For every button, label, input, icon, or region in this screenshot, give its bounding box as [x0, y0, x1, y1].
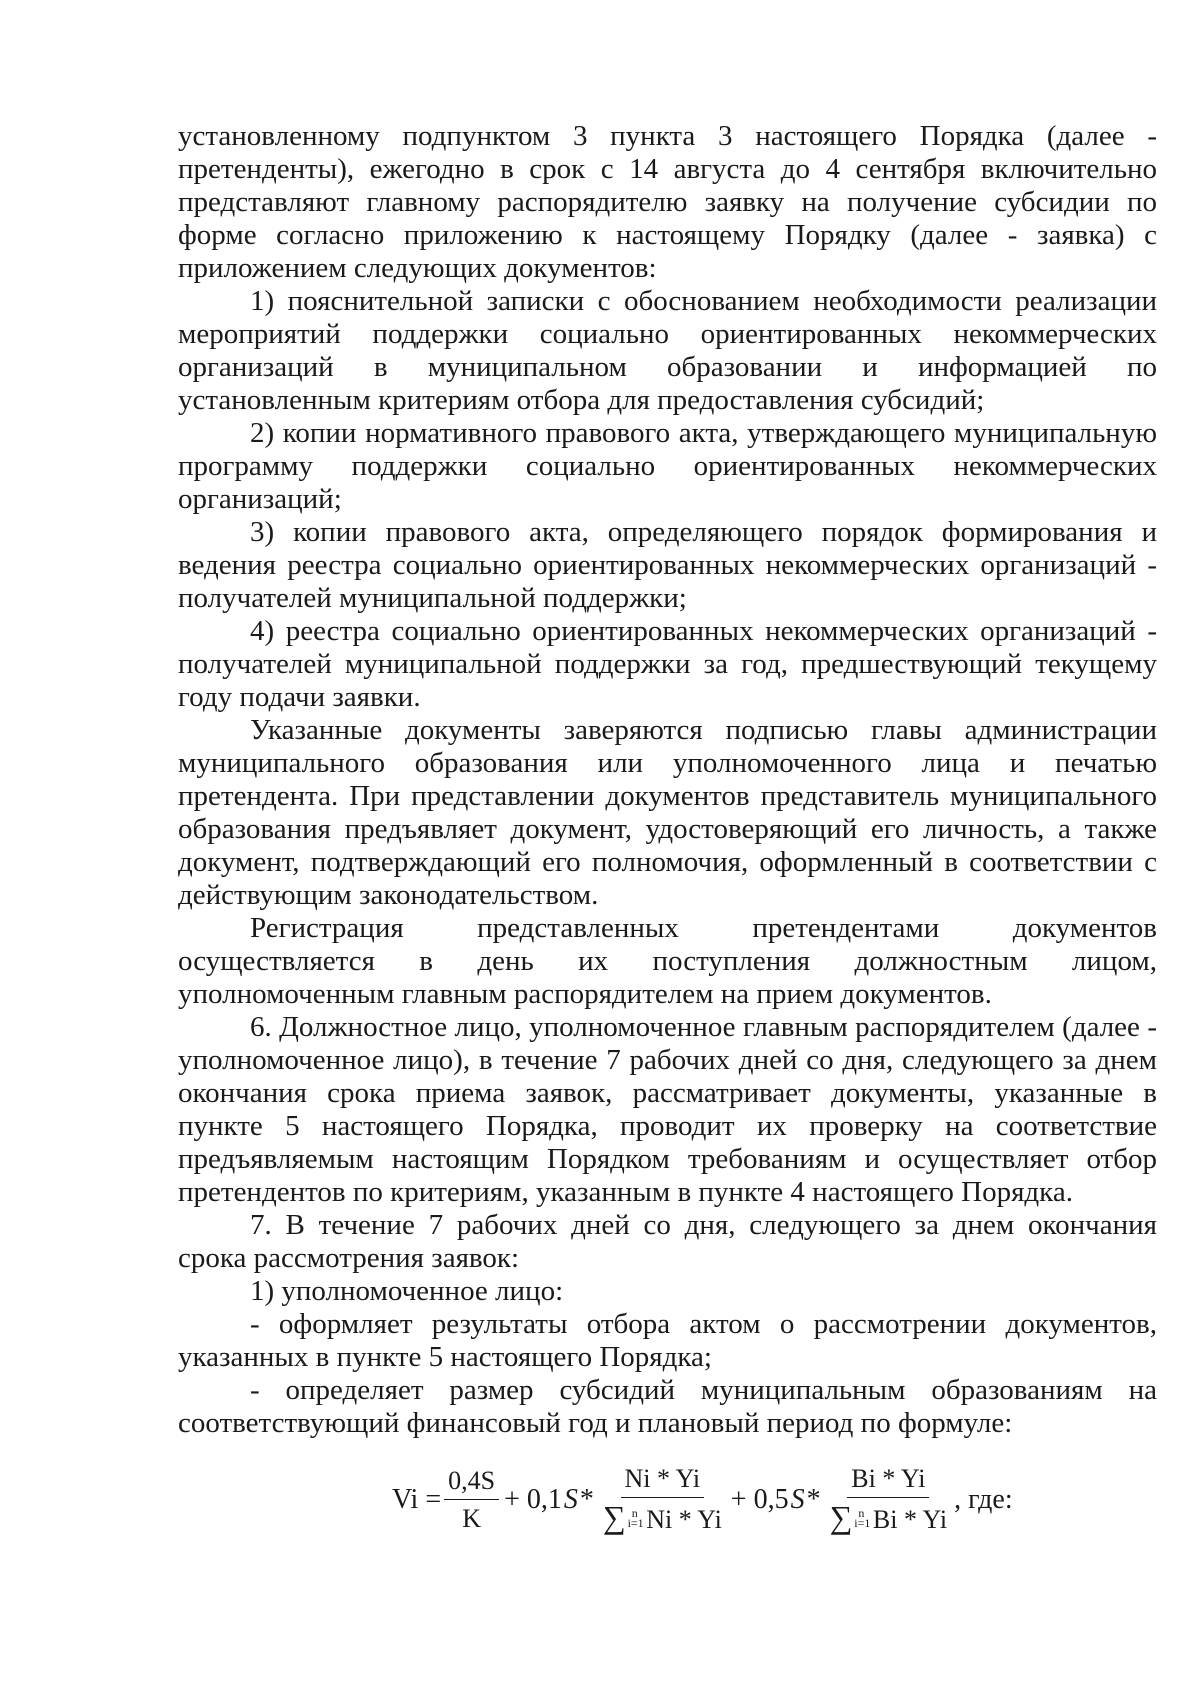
list-item-1: 1) пояснительной записки с обоснованием необходимости реализации мероприятий поддержки социально ориентированных некоммерческих организаций в муниципальном образовании и информацией по установленным критериям отбора для предоставления субсидий; [178, 285, 1157, 416]
sum-sign-2: ∑ [829, 1499, 853, 1535]
subsidy-formula [392, 1464, 1013, 1536]
sum-upper-1: n [631, 1506, 638, 1520]
formula-times-1: * [579, 1484, 594, 1515]
fraction-3 [826, 1463, 951, 1537]
fraction-2-denominator-term: Ni * Yi [646, 1505, 722, 1534]
fraction-3-denominator [826, 1498, 951, 1537]
formula-plus-2: + 0,5 [730, 1484, 789, 1515]
clause-7-item-1: 1) уполномоченное лицо: [250, 1275, 564, 1307]
sum-symbol-1 [602, 1499, 644, 1535]
sum-symbol-2 [829, 1499, 871, 1535]
clause-7: 7. В течение 7 рабочих дней со дня, следующего за днем окончания срока рассмотрения заявок: [178, 1209, 1157, 1274]
fraction-2-denominator [599, 1498, 726, 1537]
list-item-2: 2) копии нормативного правового акта, утверждающего муниципальную программу поддержки социально ориентированных некоммерческих организаций; [178, 417, 1157, 515]
fraction-2-numerator: Ni * Yi [621, 1463, 705, 1498]
fraction-3-numerator: Bi * Yi [847, 1463, 929, 1498]
sum-lower-2: i=1 [854, 1516, 871, 1530]
paragraph-intro: установленному подпунктом 3 пункта 3 настоящего Порядка (далее - претенденты), ежегодно в срок с 14 августа до 4 сентября включительно представляют главному распорядителю заявку на получение субсидии по форме согласно приложению к настоящему Порядку (далее - заявка) с приложением следующих документов: [178, 120, 1157, 284]
formula-tail: , где: [954, 1484, 1013, 1515]
formula-s-1: S [563, 1484, 578, 1515]
clause-7-dash-1: - оформляет результаты отбора актом о рассмотрении документов, указанных в пункте 5 настоящего Порядка; [178, 1308, 1157, 1373]
fraction-1-numerator: 0,4S [444, 1465, 499, 1500]
document-body [178, 120, 1157, 1440]
list-item-4: 4) реестра социально ориентированных некоммерческих организаций - получателей муниципальной поддержки за год, предшествующий текущему году подачи заявки. [178, 615, 1157, 713]
formula-s-2: S [790, 1484, 805, 1515]
clause-7-dash-2: - определяет размер субсидий муниципальным образованиям на соответствующий финансовый год и плановый период по формуле: [178, 1374, 1157, 1439]
formula-plus-1: + 0,1 [504, 1484, 562, 1515]
formula-lhs: Vi = [392, 1484, 442, 1515]
fraction-1-denominator: K [462, 1503, 481, 1533]
list-item-3: 3) копии правового акта, определяющего порядок формирования и ведения реестра социально ориентированных некоммерческих организаций - получателей муниципальной поддержки; [178, 516, 1157, 614]
fraction-3-denominator-term: Bi * Yi [872, 1505, 948, 1534]
sum-sign-1: ∑ [602, 1499, 626, 1535]
sum-upper-2: n [858, 1506, 865, 1520]
fraction-1 [444, 1465, 499, 1536]
paragraph-registration: Регистрация представленных претендентами документов осуществляется в день их поступления должностным лицом, уполномоченным главным распорядителем на прием документов. [178, 912, 1157, 1010]
paragraph-certification: Указанные документы заверяются подписью главы администрации муниципального образования или уполномоченного лица и печатью претендента. При представлении документов представитель муниципального образования предъявляет документ, удостоверяющий его личность, а также документ, подтверждающий его полномочия, оформленный в соответствии с действующим законодательством. [178, 714, 1157, 911]
formula-times-2: * [806, 1484, 821, 1515]
sum-lower-1: i=1 [627, 1516, 644, 1530]
fraction-2 [599, 1463, 726, 1537]
clause-6: 6. Должностное лицо, уполномоченное главным распорядителем (далее - уполномоченное лицо), в течение 7 рабочих дней со дня, следующего за днем окончания срока приема заявок, рассматривает документы, указанные в пункте 5 настоящего Порядка, проводит их проверку на соответствие предъявляемым настоящим Порядком требованиям и осуществляет отбор претендентов по критериям, указанным в пункте 4 настоящего Порядка. [178, 1011, 1157, 1208]
